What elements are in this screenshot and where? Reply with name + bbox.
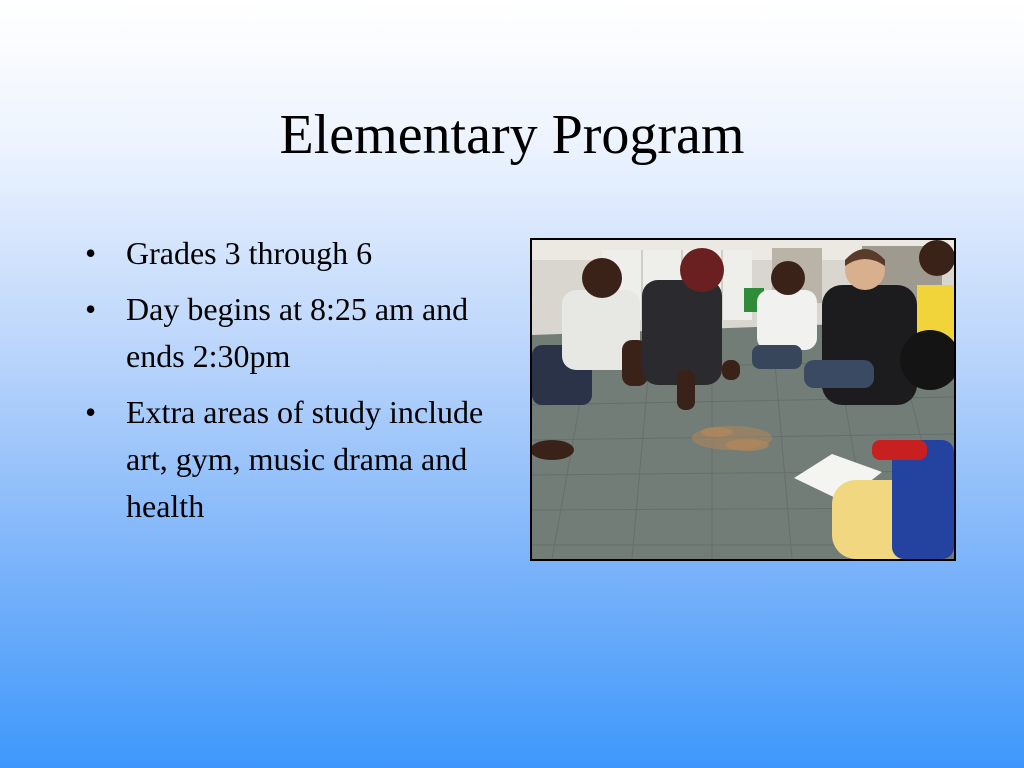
- slide-title: Elementary Program: [279, 104, 745, 166]
- classroom-photo: [530, 238, 956, 561]
- bullet-list: [85, 230, 500, 539]
- bullet-icon: •: [85, 291, 97, 327]
- bullet-text: Extra areas of study include art, gym, music drama and health: [126, 394, 484, 524]
- bullet-icon: •: [85, 394, 97, 430]
- classroom-photo-illustration: [532, 240, 954, 559]
- bullet-text: Grades 3 through 6: [126, 235, 373, 271]
- bullet-icon: •: [85, 235, 97, 271]
- bullet-item: [85, 286, 500, 380]
- bullet-item: [85, 230, 500, 277]
- bullet-text: Day begins at 8:25 am and ends 2:30pm: [126, 291, 469, 374]
- bullet-item: [85, 389, 500, 530]
